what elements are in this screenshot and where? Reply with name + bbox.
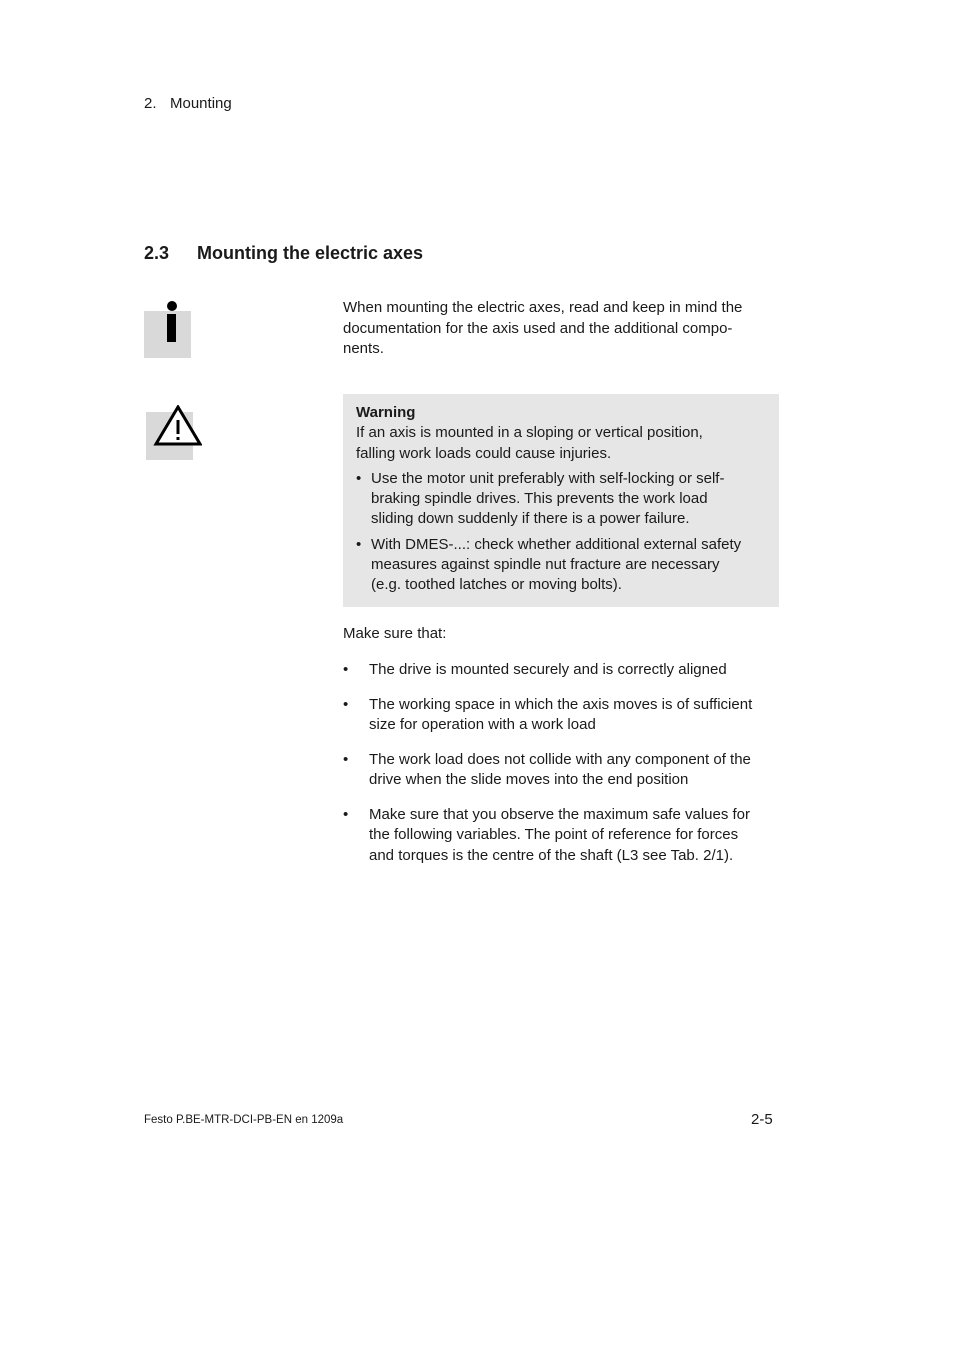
warning-title: Warning <box>356 404 416 421</box>
page-number: 2-5 <box>751 1111 773 1128</box>
checklist-item <box>343 695 779 736</box>
intro-line: documentation for the axis used and the additional compo- <box>343 319 733 337</box>
bullet-line: Use the motor unit preferably with self-locking or self- <box>371 469 725 487</box>
bullet-icon: • <box>343 750 349 768</box>
checklist-line: The working space in which the axis moves is of sufficient <box>369 695 753 713</box>
intro-paragraph <box>343 298 773 360</box>
checklist <box>343 660 779 880</box>
info-icon <box>144 300 191 358</box>
checklist-line: Make sure that you observe the maximum safe values for <box>369 805 751 823</box>
bullet-line: measures against spindle nut fracture are necessary <box>371 556 720 574</box>
warning-box <box>343 394 779 607</box>
warning-triangle-icon <box>146 405 202 461</box>
header-number: 2. <box>144 95 157 112</box>
bullet-icon: • <box>343 661 349 678</box>
section-heading <box>144 243 423 264</box>
bullet-icon: • <box>343 805 349 823</box>
warning-bullet-item <box>356 469 767 530</box>
checklist-item <box>343 805 779 867</box>
bullet-icon: • <box>343 695 349 713</box>
footer-doc-id: Festo P.BE-MTR-DCI-PB-EN en 1209a <box>144 1114 344 1126</box>
checklist-line: the following variables. The point of reference for forces <box>369 826 739 843</box>
checklist-item <box>343 660 779 681</box>
checklist-item <box>343 750 779 791</box>
intro-line: When mounting the electric axes, read and keep in mind the <box>343 299 743 316</box>
checklist-line: and torques is the centre of the shaft (L3 see Tab. 2/1). <box>369 846 734 864</box>
warning-text-line: falling work loads could cause injuries. <box>356 444 612 462</box>
intro-line: nents. <box>343 340 384 357</box>
bullet-line: sliding down suddenly if there is a power failure. <box>371 510 690 528</box>
bullet-line: (e.g. toothed latches or moving bolts). <box>371 576 622 594</box>
bullet-icon: • <box>356 469 362 487</box>
warning-text-line: If an axis is mounted in a sloping or vertical position, <box>356 424 703 442</box>
checklist-line: drive when the slide moves into the end position <box>369 771 689 788</box>
checklist-line: size for operation with a work load <box>369 716 596 733</box>
warning-bullet-item <box>356 535 767 596</box>
bullet-line: With DMES-...: check whether additional external safety <box>371 535 742 553</box>
header-title: Mounting <box>170 95 232 112</box>
checklist-line: The work load does not collide with any component of the <box>369 750 751 768</box>
running-header <box>144 95 232 112</box>
make-sure-label: Make sure that: <box>343 625 447 642</box>
bullet-line: braking spindle drives. This prevents the work load <box>371 490 708 508</box>
section-title: Mounting the electric axes <box>197 243 424 263</box>
bullet-icon: • <box>356 535 362 553</box>
warning-bullet-list <box>356 469 767 596</box>
checklist-line: The drive is mounted securely and is correctly aligned <box>369 661 727 678</box>
section-number: 2.3 <box>144 243 170 263</box>
